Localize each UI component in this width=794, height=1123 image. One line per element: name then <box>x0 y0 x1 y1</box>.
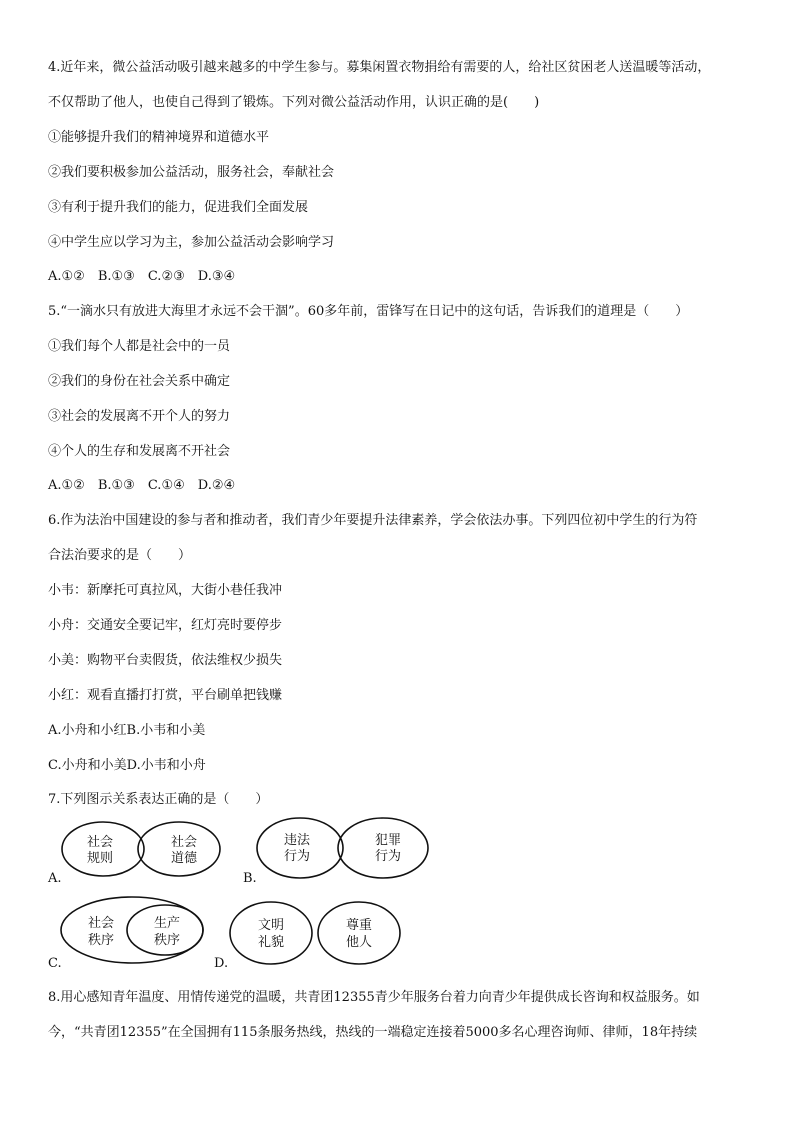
q8-stem-line1: 8.用心感知青年温度、用情传递党的温暖，共青团12355青少年服务台着力向青少年提供成长咨询和权益服务。如 <box>48 990 700 1005</box>
label-a-right-1: 社会 <box>170 835 198 850</box>
label-a-left-2: 规则 <box>86 851 114 866</box>
q6-options-line1: A.小舟和小红B.小韦和小美 <box>48 723 206 738</box>
circle-right <box>318 902 400 964</box>
q7-diagram-b <box>253 814 433 882</box>
q7-option-d-label: D. <box>214 956 229 971</box>
label-c-outer-2: 秩序 <box>87 933 115 948</box>
q6-stem-line1: 6.作为法治中国建设的参与者和推动者，我们青少年要提升法律素养，学会依法办事。下列四位初中学生的行为符 <box>48 513 698 528</box>
label-c-inner-2: 秩序 <box>153 933 181 948</box>
label-d-right-1: 尊重 <box>345 918 373 933</box>
q7-diagram-c <box>58 894 210 966</box>
label-a-left-1: 社会 <box>86 835 114 850</box>
q5-item-3: ③社会的发展离不开个人的努力 <box>48 409 231 424</box>
q6-item-4: 小红：观看直播打打赏，平台刷单把钱赚 <box>48 688 283 703</box>
q7-diagram-a <box>58 818 230 880</box>
label-b-right-2: 行为 <box>374 849 402 864</box>
q6-options-line2: C.小舟和小美D.小韦和小舟 <box>48 758 206 773</box>
label-d-right-2: 他人 <box>345 935 373 950</box>
q6-item-1: 小韦：新摩托可真拉风，大街小巷任我冲 <box>48 583 283 598</box>
q4-options: A.①② B.①③ C.②③ D.③④ <box>48 269 236 284</box>
q7-option-b-label: B. <box>243 871 257 886</box>
q5-options: A.①② B.①③ C.①④ D.②④ <box>48 478 236 493</box>
q4-item-3: ③有利于提升我们的能力，促进我们全面发展 <box>48 200 309 215</box>
q8-stem-line2: 今，“共青团12355”在全国拥有115条服务热线，热线的一端稳定连接着5000多名心理咨询师、律师，18年持续 <box>48 1025 698 1040</box>
q5-stem-line1: 5.“一滴水只有放进大海里才永远不会干涸”。60多年前，雷锋写在日记中的这句话，告诉我们的道理是（ ） <box>48 304 689 319</box>
label-b-left-1: 违法 <box>283 833 311 848</box>
q4-stem-line2: 不仅帮助了他人，也使自己得到了锻炼。下列对微公益活动作用，认识正确的是( ) <box>48 95 540 110</box>
q7-option-c-label: C. <box>48 956 62 971</box>
q4-item-1: ①能够提升我们的精神境界和道德水平 <box>48 130 270 145</box>
label-d-left-2: 礼貌 <box>257 935 285 950</box>
q7-stem: 7.下列图示关系表达正确的是（ ） <box>48 792 269 807</box>
q6-stem-line2: 合法治要求的是（ ） <box>48 548 192 563</box>
q5-item-2: ②我们的身份在社会关系中确定 <box>48 374 231 389</box>
label-b-right-1: 犯罪 <box>374 833 402 848</box>
label-c-inner-1: 生产 <box>153 916 181 931</box>
q6-item-3: 小美：购物平台卖假货，依法维权少损失 <box>48 653 283 668</box>
circle-left <box>230 902 312 964</box>
q5-item-1: ①我们每个人都是社会中的一员 <box>48 339 231 354</box>
q7-option-a-label: A. <box>48 871 62 886</box>
q4-stem-line1: 4.近年来，微公益活动吸引越来越多的中学生参与。募集闲置衣物捐给有需要的人，给社区贫困老人送温暖等活动， <box>48 60 711 75</box>
venn-circle-left <box>257 818 343 878</box>
label-c-outer-1: 社会 <box>87 916 115 931</box>
q5-item-4: ④个人的生存和发展离不开社会 <box>48 444 231 459</box>
label-b-left-2: 行为 <box>283 849 311 864</box>
q4-item-2: ②我们要积极参加公益活动，服务社会，奉献社会 <box>48 165 335 180</box>
label-d-left-1: 文明 <box>257 918 285 933</box>
q6-item-2: 小舟：交通安全要记牢，红灯亮时要停步 <box>48 618 283 633</box>
q7-diagram-d <box>226 898 406 968</box>
q4-item-4: ④中学生应以学习为主，参加公益活动会影响学习 <box>48 235 335 250</box>
venn-circle-right <box>338 818 428 878</box>
label-a-right-2: 道德 <box>170 851 198 866</box>
